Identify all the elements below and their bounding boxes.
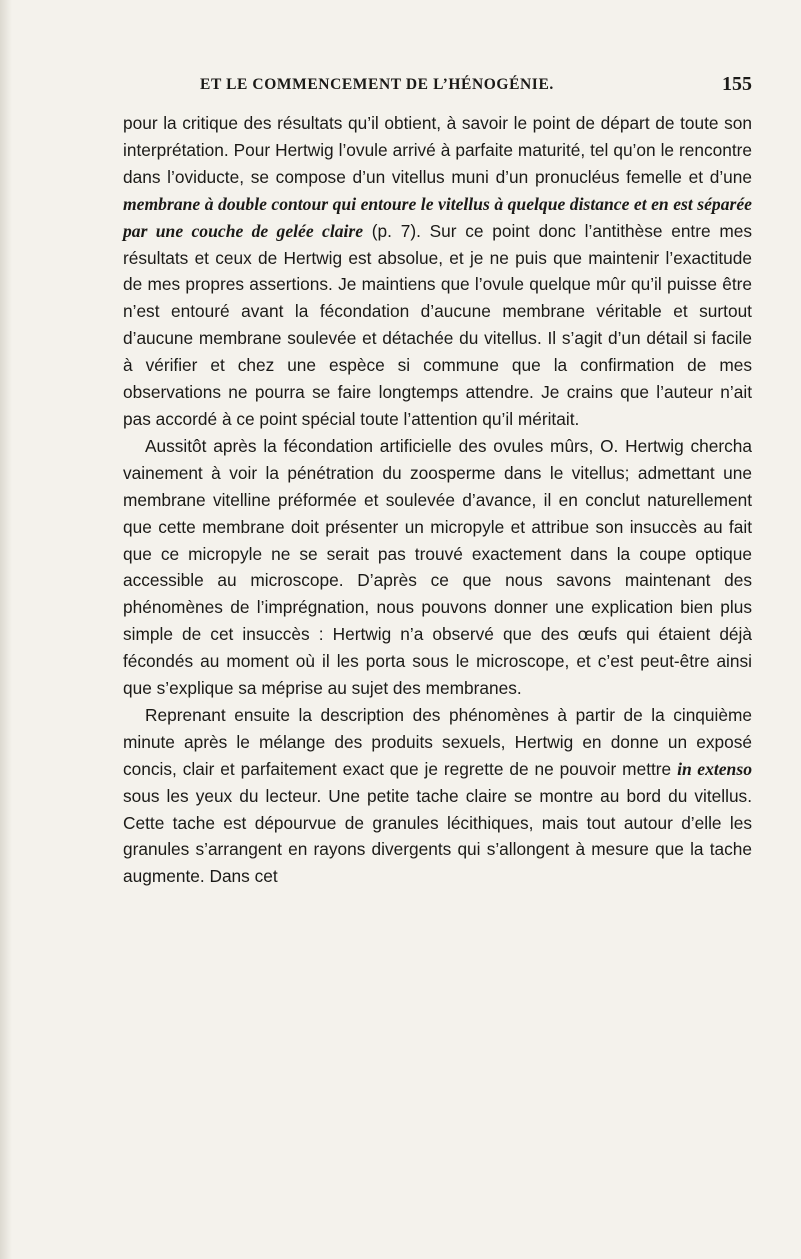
page-edge-shadow <box>0 0 12 1259</box>
italic-term: in extenso <box>677 758 752 779</box>
paragraph-text: (p. 7). Sur ce point donc l’antithèse entre mes résultats et ceux de Hertwig est absolue, et je ne puis que maintenir l’exactitude de mes propres assertions. Je maintiens que l’ovule quelque mûr qu’il puisse être n’est entouré avant la fécondation d’aucune membrane véritable et surtout d’aucune membrane soulevée et détachée du vitellus. Il s’agit d’un détail si facile à vérifier et chez une espèce si commune que la confirmation de mes observations ne pourra se faire longtemps attendre. Je crains que l’auteur n’ait pas accordé à ce point spécial toute l’attention qu’il méritait. <box>123 220 752 429</box>
page-number: 155 <box>722 73 752 95</box>
italic-quote: membrane à double contour qui entoure le vitellus à quelque distance et en est séparée par une couche de gelée claire <box>123 193 752 241</box>
body-text <box>123 110 752 890</box>
paragraph-text: Aussitôt après la fécondation artificielle des ovules mûrs, O. Hertwig chercha vainement à voir la pénétration du zoosperme dans le vitellus; admettant une membrane vitelline préformée et soulevée d’avance, il en conclut naturellement que cette membrane doit présenter un micropyle et attribue son insuccès au fait que ce micropyle ne se serait pas trouvé exactement dans la coupe optique accessible au microscope. D’après ce que nous savons maintenant des phénomènes de l’imprégnation, nous pouvons donner une explication bien plus simple de cet insuccès : Hertwig n’a observé que des œufs qui étaient déjà fécondés au moment où il les porta sous le microscope, et c’est peut-être ainsi que s’explique sa méprise au sujet des membranes. <box>123 435 752 699</box>
running-title: ET LE COMMENCEMENT DE L’HÉNOGÉNIE. <box>200 76 554 93</box>
paragraph-2 <box>123 433 752 702</box>
paragraph-1 <box>123 110 752 433</box>
paragraph-3 <box>123 702 752 890</box>
paragraph-text: Reprenant ensuite la description des phénomènes à partir de la cinquième minute après le mélange des produits sexuels, Hertwig en donne un exposé concis, clair et parfaitement exact que je regrette de ne pouvoir mettre <box>123 704 752 779</box>
page-header <box>0 73 801 100</box>
paragraph-text: pour la critique des résultats qu’il obtient, à savoir le point de départ de toute son interprétation. Pour Hertwig l’ovule arrivé à parfaite maturité, tel qu’on le rencontre dans l’oviducte, se compose d’un vitellus muni d’un pronucléus femelle et d’une <box>123 113 752 187</box>
paragraph-text: sous les yeux du lecteur. Une petite tache claire se montre au bord du vitellus. Cette tache est dépourvue de granules lécithiques, mais tout autour d’elle les granules s’arrangent en rayons divergents qui s’allongent à mesure que la tache augmente. Dans cet <box>123 785 752 887</box>
